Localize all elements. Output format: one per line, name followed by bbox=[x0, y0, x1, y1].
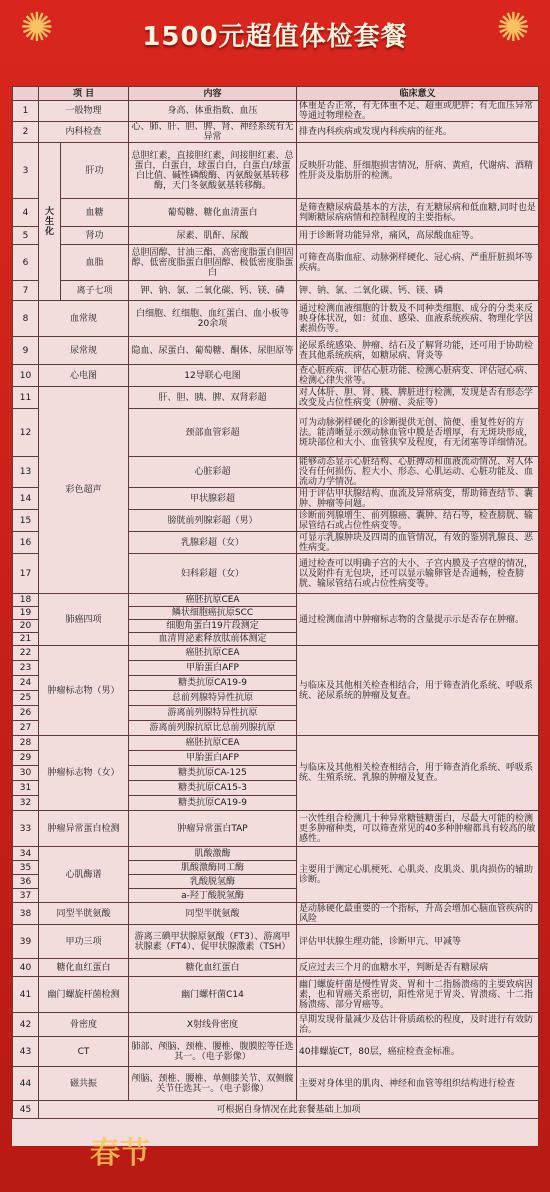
row-content: 游离三碘甲状腺原氨酸（FT3）、游离甲状腺素（FT4）、促甲状腺激素（TSH） bbox=[129, 925, 297, 959]
row-content: 甲胎蛋白AFP bbox=[129, 661, 297, 676]
row-content: 同型半胱氨酸 bbox=[129, 903, 297, 925]
row-meaning: 一次性组合检测几十种异常糖链糖蛋白，尽最大可能的检测更多肿瘤种类，可以筛查常见的40多种肿瘤都具有较高的敏感性。 bbox=[297, 811, 539, 847]
table-row bbox=[13, 337, 539, 365]
row-item: 血常规 bbox=[39, 301, 129, 337]
row-item: 一般物理 bbox=[39, 101, 129, 122]
row-content: 总胆红素，直接胆红素，间接胆红素、总蛋白，白蛋白，球蛋白白，白蛋白/球蛋白比值、碱性磷酸酶、丙氨酸氨基转移酶，天门冬氨酸氨基转移酶。 bbox=[129, 143, 297, 199]
row-number: 35 bbox=[13, 861, 39, 875]
row-meaning: 可为动脉粥样硬化的诊断提供无创、简便、重复性好的方法。能清晰显示颈动脉血管中膜是否增厚，有无斑块形成，斑块部位和大小、血管狭窄及程度，有无闭塞等详细情况。 bbox=[297, 409, 539, 457]
row-meaning: 钾、钠、氯、二氧化碳、钙、镁、磷 bbox=[297, 281, 539, 301]
row-item: 离子七项 bbox=[61, 281, 129, 301]
row-number: 25 bbox=[13, 691, 39, 706]
row-content: 糖类抗原CA19-9 bbox=[129, 796, 297, 811]
row-content: 糖化血红蛋白 bbox=[129, 959, 297, 977]
row-content: 颅脑、颈椎、腰椎、单侧膝关节、双侧髋关节任选其一。（电子影像） bbox=[129, 1067, 297, 1101]
row-number: 43 bbox=[13, 1037, 39, 1067]
row-meaning: 能够动态显示心脏结构、心脏搏动和血液流动情况、对人体没有任何损伤、腔大小、形态、心肌运动、心脏功能及、血流动力学情况。 bbox=[297, 457, 539, 488]
firework-left-icon: ✺ bbox=[20, 5, 54, 51]
row-item: 糖化血红蛋白 bbox=[39, 959, 129, 977]
row-item: 骨密度 bbox=[39, 1013, 129, 1037]
row-number: 6 bbox=[13, 245, 39, 281]
row-number: 8 bbox=[13, 301, 39, 337]
table-row bbox=[13, 903, 539, 925]
row-number: 28 bbox=[13, 736, 39, 751]
row-content: 甲胎蛋白AFP bbox=[129, 751, 297, 766]
row-content: X射线骨密度 bbox=[129, 1013, 297, 1037]
row-content: 妇科彩超（女） bbox=[129, 554, 297, 594]
header-item: 项 目 bbox=[39, 87, 129, 101]
row-number: 39 bbox=[13, 925, 39, 959]
row-number: 2 bbox=[13, 122, 39, 143]
firework-right-icon: ✺ bbox=[496, 5, 530, 51]
table-row bbox=[13, 736, 539, 751]
table-row bbox=[13, 1101, 539, 1119]
row-meaning: 幽门螺旋杆菌是慢性胃炎、胃和十二指肠溃疡的主要致病因素，也和胃癌关系密切，阳性常见于胃炎、胃溃疡、十二指肠溃疡、部分胃癌等。 bbox=[297, 977, 539, 1013]
table-row bbox=[13, 646, 539, 661]
group-label: 心肌酶谱 bbox=[39, 847, 129, 903]
table-row bbox=[13, 281, 539, 301]
row-number: 18 bbox=[13, 594, 39, 607]
row-number: 22 bbox=[13, 646, 39, 661]
row-meaning: 对人体肝、胆、肾、胰、脾脏进行检测，发现是否有形态学改变及占位性病变（肿瘤、炎症等） bbox=[297, 387, 539, 409]
row-number: 23 bbox=[13, 661, 39, 676]
row-meaning: 通过检测血清中肿瘤标志物的含量提示示是否存在肿瘤。 bbox=[297, 594, 539, 646]
row-meaning: 早期发现骨量减少及估计骨质疏松的程度，及时进行有效防治。 bbox=[297, 1013, 539, 1037]
row-number: 11 bbox=[13, 387, 39, 409]
row-number: 31 bbox=[13, 781, 39, 796]
group-label: 肿瘤标志物（男） bbox=[39, 646, 129, 736]
row-meaning: 体重是否正常，有无体重不足、超重或肥胖；有无血压异常等通过物理检查。 bbox=[297, 101, 539, 122]
row-meaning: 主要对身体里的肌肉、神经和血管等组织结构进行检查 bbox=[297, 1067, 539, 1101]
row-number: 30 bbox=[13, 766, 39, 781]
group-label: 肺癌四项 bbox=[39, 594, 129, 646]
table-row bbox=[13, 847, 539, 861]
row-content: 游离前列腺特异性抗原 bbox=[129, 706, 297, 721]
row-item: 甲功三项 bbox=[39, 925, 129, 959]
row-meaning: 通过检测血液细胞的计数及不同种类细胞、成分的分类来反映身体状况，如：贫血、感染、血液系统疾病、物理化学因素损伤等。 bbox=[297, 301, 539, 337]
row-number: 5 bbox=[13, 227, 39, 245]
table-row bbox=[13, 1013, 539, 1037]
row-content: 糖类抗原CA15-3 bbox=[129, 781, 297, 796]
row-content: 尿素、肌酐、尿酸 bbox=[129, 227, 297, 245]
row-number: 42 bbox=[13, 1013, 39, 1037]
row-content: 癌胚抗原CEA bbox=[129, 736, 297, 751]
table-row bbox=[13, 387, 539, 409]
row-number: 10 bbox=[13, 365, 39, 387]
table-row bbox=[13, 122, 539, 143]
row-meaning: 用于诊断肾功能异常，痛风，高尿酸血症等。 bbox=[297, 227, 539, 245]
row-content: 心、肺、肝、胆、脾、肾、神经系统有无异常 bbox=[129, 122, 297, 143]
table-row bbox=[13, 594, 539, 607]
table-header-row bbox=[13, 87, 539, 101]
row-number: 38 bbox=[13, 903, 39, 925]
row-content: 糖类抗原CA19-9 bbox=[129, 676, 297, 691]
row-item: 肿瘤异常蛋白检测 bbox=[39, 811, 129, 847]
row-number: 24 bbox=[13, 676, 39, 691]
row-note: 可根据自身情况在此套餐基础上加项 bbox=[39, 1101, 539, 1119]
group-label: 肿瘤标志物（女） bbox=[39, 736, 129, 811]
row-number: 14 bbox=[13, 488, 39, 510]
row-content: 糖类抗原CA-125 bbox=[129, 766, 297, 781]
row-meaning: 反应过去三个月的血糖水平，判断是否有糖尿病 bbox=[297, 959, 539, 977]
row-content: 总胆固醇、甘油三酯、高密度脂蛋白胆固醇、低密度脂蛋白胆固醇、极低密度脂蛋白 bbox=[129, 245, 297, 281]
table-row bbox=[13, 925, 539, 959]
row-number: 36 bbox=[13, 875, 39, 889]
table-row bbox=[13, 365, 539, 387]
row-content: 膀胱前列腺彩超（男） bbox=[129, 510, 297, 532]
row-number: 26 bbox=[13, 706, 39, 721]
row-meaning: 排查内科疾病或发现内科疾病的征兆。 bbox=[297, 122, 539, 143]
row-number: 32 bbox=[13, 796, 39, 811]
row-item: 磁共振 bbox=[39, 1067, 129, 1101]
row-content: 葡萄糖、糖化血清蛋白 bbox=[129, 199, 297, 227]
row-meaning: 可筛查高脂血症、动脉粥样硬化、冠心病、严重肝脏损坏等疾病。 bbox=[297, 245, 539, 281]
table-row bbox=[13, 1037, 539, 1067]
festive-decoration: 春节 bbox=[90, 1136, 150, 1171]
row-meaning: 评估甲状腺生理功能，诊断甲亢、甲减等 bbox=[297, 925, 539, 959]
row-content: 血清胃泌素释放肽前体测定 bbox=[129, 633, 297, 646]
row-content: 肝、胆、胰、脾、双肾彩超 bbox=[129, 387, 297, 409]
row-item: 肾功 bbox=[61, 227, 129, 245]
row-content: 乳腺彩超（女） bbox=[129, 532, 297, 554]
row-meaning: 诊断前列腺增生、前列腺癌、囊肿、结石等，检查膀胱、输尿管结石或占位性病变等。 bbox=[297, 510, 539, 532]
row-content: 乳酸脱氢酶 bbox=[129, 875, 297, 889]
row-item: 血脂 bbox=[61, 245, 129, 281]
row-meaning: 通过检查可以明确子宫的大小、子宫内膜及子宫壁的情况，以及附件有无包块，还可以显示输卵管是否通畅，检查膀胱、输尿管结石或占位性病变等。 bbox=[297, 554, 539, 594]
row-number: 4 bbox=[13, 199, 39, 227]
row-number: 21 bbox=[13, 633, 39, 646]
row-meaning: 是动脉硬化最重要的一个指标，升高会增加心脑血管疾病的风险 bbox=[297, 903, 539, 925]
row-number: 15 bbox=[13, 510, 39, 532]
row-item: 血糖 bbox=[61, 199, 129, 227]
table-row bbox=[13, 101, 539, 122]
group-label: 彩色超声 bbox=[39, 387, 129, 594]
table-row bbox=[13, 301, 539, 337]
row-meaning: 与临床及其他相关检查相结合，用于筛查消化系统、呼吸系统、泌尿系统的肿瘤及复查。 bbox=[297, 646, 539, 736]
row-item: CT bbox=[39, 1037, 129, 1067]
row-item: 肝功 bbox=[61, 143, 129, 199]
row-content: 白细胞、红细胞、血红蛋白、血小板等20余项 bbox=[129, 301, 297, 337]
row-content: 肺部、颅脑、颈椎、腰椎、腹膜腔等任选其一。（电子影像） bbox=[129, 1037, 297, 1067]
row-item: 内科检查 bbox=[39, 122, 129, 143]
table-row bbox=[13, 977, 539, 1013]
table-row bbox=[13, 199, 539, 227]
row-content: 隐血、尿蛋白、葡萄糖、酮体、尿胆原等 bbox=[129, 337, 297, 365]
row-number: 12 bbox=[13, 409, 39, 457]
row-number: 29 bbox=[13, 751, 39, 766]
row-item: 尿常规 bbox=[39, 337, 129, 365]
row-meaning: 可显示乳腺肿块及四周的血管情况，有效的鉴别乳腺良、恶性病变。 bbox=[297, 532, 539, 554]
table-row bbox=[13, 245, 539, 281]
package-table-container bbox=[12, 86, 538, 1146]
row-number: 27 bbox=[13, 721, 39, 736]
row-number: 16 bbox=[13, 532, 39, 554]
header-num bbox=[13, 87, 39, 101]
row-content: 颈部血管彩超 bbox=[129, 409, 297, 457]
row-number: 13 bbox=[13, 457, 39, 488]
row-meaning: 主要用于测定心肌梗死、心肌炎、皮肌炎、肌肉损伤的辅助诊断。 bbox=[297, 847, 539, 903]
row-number: 41 bbox=[13, 977, 39, 1013]
row-meaning: 反映肝功能、肝细胞损害情况，肝病、黄疸，代谢病、酒精性肝炎及脂肪肝的检测。 bbox=[297, 143, 539, 199]
row-content: a-羟丁酸脱氢酶 bbox=[129, 889, 297, 903]
row-number: 34 bbox=[13, 847, 39, 861]
row-number: 7 bbox=[13, 281, 39, 301]
row-content: 癌胚抗原CEA bbox=[129, 594, 297, 607]
row-content: 甲状腺彩超 bbox=[129, 488, 297, 510]
table-row bbox=[13, 1067, 539, 1101]
row-number: 19 bbox=[13, 607, 39, 620]
row-meaning: 查心脏疾病、评估心脏功能、检测心脏病变、评估冠心病、检测心律失常等。 bbox=[297, 365, 539, 387]
row-content: 12导联心电图 bbox=[129, 365, 297, 387]
row-item: 心电图 bbox=[39, 365, 129, 387]
row-number: 1 bbox=[13, 101, 39, 122]
package-table bbox=[12, 86, 539, 1119]
row-number: 40 bbox=[13, 959, 39, 977]
header-meaning: 临床意义 bbox=[297, 87, 539, 101]
row-content: 肌酸激酶同工酶 bbox=[129, 861, 297, 875]
row-content: 细胞角蛋白19片段测定 bbox=[129, 620, 297, 633]
row-number: 9 bbox=[13, 337, 39, 365]
table-row bbox=[13, 811, 539, 847]
row-meaning: 泌尿系统感染、肿瘤、结石及了解肾功能，还可用于协助检查其他系统疾病，如糖尿病、肾炎等 bbox=[297, 337, 539, 365]
row-content: 总前列腺特异性抗原 bbox=[129, 691, 297, 706]
row-number: 44 bbox=[13, 1067, 39, 1101]
group-label: 大生化 bbox=[39, 143, 61, 301]
row-content: 身高、体重指数、血压 bbox=[129, 101, 297, 122]
row-meaning: 是筛查糖尿病最基本的方法，有无糖尿病和低血糖,同时也是判断糖尿病病情和控制程度的主要指标。 bbox=[297, 199, 539, 227]
row-number: 37 bbox=[13, 889, 39, 903]
header-content: 内容 bbox=[129, 87, 297, 101]
row-meaning: 40排螺旋CT，80层，癌症检查金标准。 bbox=[297, 1037, 539, 1067]
row-number: 20 bbox=[13, 620, 39, 633]
row-content: 肌酸激酶 bbox=[129, 847, 297, 861]
table-row bbox=[13, 227, 539, 245]
row-meaning: 与临床及其他相关检查相结合，用于筛查消化系统、呼吸系统、生殖系统、乳腺的肿瘤及复查。 bbox=[297, 736, 539, 811]
row-item: 同型半胱氨酸 bbox=[39, 903, 129, 925]
table-row bbox=[13, 143, 539, 199]
row-content: 癌胚抗原CEA bbox=[129, 646, 297, 661]
page-title: 1500元超值体检套餐 bbox=[142, 22, 408, 52]
row-meaning: 用于评估甲状腺结构、血流及异常病变，帮助筛查结节、囊肿、肿瘤等问题。 bbox=[297, 488, 539, 510]
row-content: 幽门螺杆菌C14 bbox=[129, 977, 297, 1013]
row-number: 33 bbox=[13, 811, 39, 847]
row-content: 肿瘤异常蛋白TAP bbox=[129, 811, 297, 847]
row-content: 钾、钠、氯、二氧化碳、钙、镁、磷 bbox=[129, 281, 297, 301]
table-row bbox=[13, 959, 539, 977]
row-number: 3 bbox=[13, 143, 39, 199]
row-content: 心脏彩超 bbox=[129, 457, 297, 488]
row-content: 游离前列腺抗原比总前列腺抗原 bbox=[129, 721, 297, 736]
row-item: 幽门螺旋杆菌检测 bbox=[39, 977, 129, 1013]
row-content: 鳞状细胞癌抗原SCC bbox=[129, 607, 297, 620]
row-number: 17 bbox=[13, 554, 39, 594]
row-number: 45 bbox=[13, 1101, 39, 1119]
